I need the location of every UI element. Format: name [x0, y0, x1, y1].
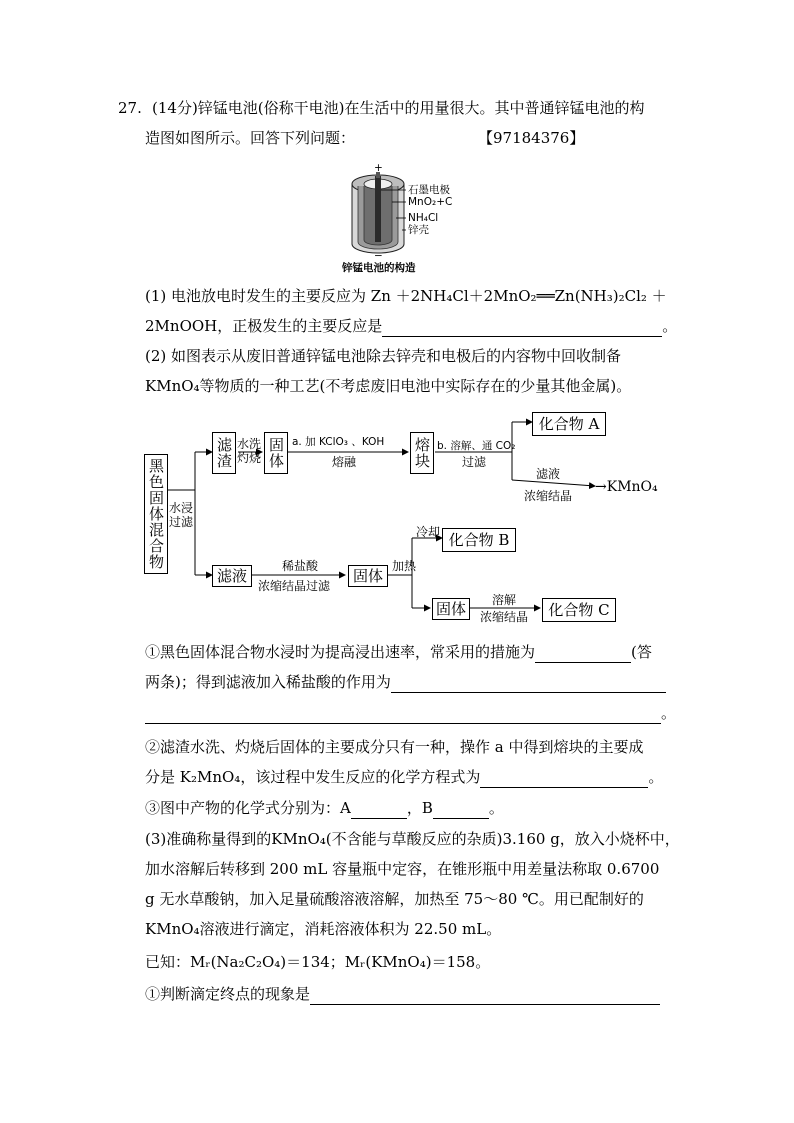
q2-equation-blank[interactable]	[480, 771, 648, 788]
q3-a-text: ③图中产物的化学式分别为：A	[145, 799, 351, 817]
q2-line1: ②滤渣水洗、灼烧后固体的主要成分只有一种，操作 a 中得到熔块的主要成	[145, 738, 644, 756]
label-op-a: a. 加 KClO₃ 、KOH	[292, 436, 385, 448]
label-roast: 灼烧	[237, 451, 262, 465]
label-filtrate-top: 滤液	[536, 467, 561, 481]
battery-label-mno2: MnO₂+C	[408, 196, 453, 208]
box-melt-block: 熔块	[410, 432, 434, 474]
q1-line2	[145, 671, 666, 693]
box-black-solid-mixture: 黑色固体混合物	[144, 454, 168, 574]
label-water-soak: 水浸	[169, 501, 194, 515]
part1-line2-text: 2MnOOH，正极发生的主要反应是	[145, 317, 383, 335]
label-heat: 加热	[392, 559, 417, 573]
q1-hcl-role-blank-2[interactable]	[145, 707, 661, 724]
part1-line2	[145, 315, 677, 337]
label-concentrate-filter: 浓缩结晶过滤	[258, 579, 331, 593]
question-intro-line1: (14分)锌锰电池(俗称干电池)在生活中的用量很大。其中普通锌锰电池的构	[152, 99, 645, 117]
q1-line1-end: (答	[631, 643, 652, 661]
box-filtrate: 滤液	[212, 565, 252, 587]
part3-endpoint-blank[interactable]	[310, 988, 660, 1005]
box-solid-1: 固体	[264, 432, 288, 474]
q1-period: 。	[661, 704, 677, 722]
q3-b-blank[interactable]	[433, 802, 489, 819]
q1-line2-text: 两条)；得到滤液加入稀盐酸的作用为	[145, 673, 391, 691]
q1-line1	[145, 641, 652, 663]
part3-line4: KMnO₄溶液进行滴定，消耗溶液体积为 22.50 mL。	[145, 920, 502, 938]
part3-line3: g 无水草酸钠，加入足量硫酸溶液溶解，加热至 75～80 ℃。用已配制好的	[145, 890, 644, 908]
label-cool: 冷却	[416, 525, 441, 539]
part1-line1: (1) 电池放电时发生的主要反应为 Zn ＋2NH₄Cl＋2MnO₂══Zn(NH₃)₂Cl₂ ＋	[145, 287, 667, 305]
q2-line2	[145, 766, 663, 788]
battery-label-nh4cl: NH₄Cl	[408, 212, 439, 224]
part3-line2: 加水溶解后转移到 200 mL 容量瓶中定容，在锥形瓶中用差量法称取 0.6700	[145, 860, 660, 878]
battery-caption: 锌锰电池的构造	[342, 262, 416, 274]
question-number: 27.	[118, 99, 142, 117]
question-code: 【97184376】	[478, 129, 585, 147]
process-flowchart	[140, 410, 680, 625]
q2-period: 。	[648, 768, 664, 786]
part2-line2: KMnO₄等物质的一种工艺(不考虑废旧电池中实际存在的少量其他金属)。	[145, 377, 632, 395]
label-dilute-hcl: 稀盐酸	[282, 559, 319, 573]
q1-measures-blank[interactable]	[535, 646, 631, 663]
part3-known: 已知：Mᵣ(Na₂C₂O₄)＝134；Mᵣ(KMnO₄)＝158。	[145, 953, 491, 971]
battery-label-zinc-shell: 锌壳	[408, 224, 429, 236]
label-kmno4-product: →KMnO₄	[595, 479, 658, 495]
label-concentrate-top: 浓缩结晶	[524, 489, 573, 503]
box-compound-c: 化合物 C	[542, 598, 616, 622]
question-intro-line2: 造图如图所示。回答下列问题：	[145, 129, 356, 147]
part1-period: 。	[662, 317, 678, 335]
q3-b-text: ，B	[406, 799, 433, 817]
box-compound-b: 化合物 B	[442, 528, 516, 552]
battery-illustration	[340, 162, 470, 277]
q3-line	[145, 797, 504, 819]
label-concentrate-bottom: 浓缩结晶	[480, 610, 529, 624]
label-fuse: 熔融	[332, 455, 357, 469]
part1-answer-blank[interactable]	[382, 320, 662, 337]
part3-endpoint-text: ①判断滴定终点的现象是	[145, 985, 311, 1003]
part3-line1: (3)准确称量得到的KMnO₄(不含能与草酸反应的杂质)3.160 g，放入小烧杯中，	[145, 830, 680, 848]
label-wash: 水洗	[237, 437, 262, 451]
q1-line1-text: ①黑色固体混合物水浸时为提高浸出速率，常采用的措施为	[145, 643, 536, 661]
label-dissolve: 溶解	[492, 593, 517, 607]
box-solid-2: 固体	[348, 565, 388, 587]
battery-plus-label: +	[374, 162, 383, 174]
battery-diagram	[340, 162, 470, 277]
box-compound-a: 化合物 A	[532, 412, 606, 436]
box-solid-3: 固体	[432, 598, 470, 620]
battery-label-graphite: 石墨电极	[408, 184, 450, 196]
q1-hcl-role-blank[interactable]	[391, 676, 666, 693]
label-op-b: b. 溶解、通 CO₂	[437, 440, 516, 452]
q1-line3	[145, 702, 676, 724]
label-filter-1: 过滤	[169, 515, 194, 529]
q2-line2-text: 分是 K₂MnO₄，该过程中发生反应的化学方程式为	[145, 768, 481, 786]
q3-period: 。	[488, 799, 504, 817]
part3-endpoint	[145, 983, 660, 1005]
battery-minus-label: −	[374, 250, 383, 262]
label-filter-2: 过滤	[462, 455, 487, 469]
q3-a-blank[interactable]	[351, 802, 407, 819]
box-residue: 滤渣	[212, 432, 236, 474]
part2-line1: (2) 如图表示从废旧普通锌锰电池除去锌壳和电极后的内容物中回收制备	[145, 347, 622, 365]
